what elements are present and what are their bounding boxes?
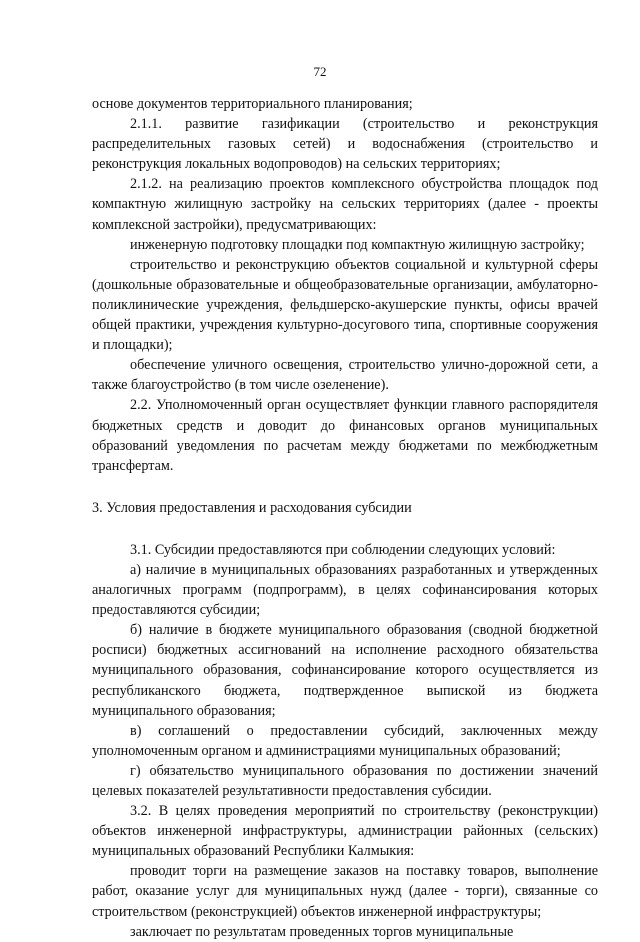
paragraph: заключает по результатам проведенных торгов муниципальные (130, 923, 514, 940)
section-heading: 3. Условия предоставления и расходования субсидии (92, 499, 412, 516)
paragraph: а) наличие в муниципальных образованиях разработанных и утвержденных аналогичных программ (подпрограмм), в целях софинансирования которых предоставляются субсидии; (92, 561, 598, 619)
paragraph: 2.1.2. на реализацию проектов комплексного обустройства площадок под компактную жилищную застройку на сельских территориях (далее - проекты комплексной застройки), предусматривающих: (92, 176, 598, 233)
paragraph: г) обязательство муниципального образования по достижении значений целевых показателей результативности предоставления субсидии. (92, 762, 598, 799)
paragraph: проводит торги на размещение заказов на поставку товаров, выполнение работ, оказание услуг для муниципальных нужд (далее - торги), связанные со строительством (реконструкцией) объектов инженерной инфраструктуры; (92, 863, 598, 920)
paragraph: основе документов территориального планирования; (92, 96, 413, 112)
paragraph: обеспечение уличного освещения, строительство улично-дорожной сети, а также благоустройство (в том числе озеленение). (92, 357, 598, 394)
section-2-continuation (92, 94, 598, 476)
paragraph: 3.1. Субсидии предоставляются при соблюдении следующих условий: (130, 541, 556, 558)
document-body (92, 94, 598, 942)
paragraph: 3.2. В целях проведения мероприятий по строительству (реконструкции) объектов инженерной инфраструктуры, администрации районных (сельских) муниципальных образований Республики Калмыкия: (92, 803, 598, 860)
paragraph: инженерную подготовку площадки под компактную жилищную застройку; (130, 236, 585, 253)
paragraph: в) соглашений о предоставлении субсидий, заключенных между уполномоченным органом и администрациями муниципальных образований; (92, 722, 598, 759)
paragraph: 2.2. Уполномоченный орган осуществляет функции главного распорядителя бюджетных средств и доводит до финансовых органов муниципальных образований уведомления по расчетам между бюджетами по межбюджетным трансфертам. (92, 397, 598, 474)
paragraph: б) наличие в бюджете муниципального образования (сводной бюджетной росписи) бюджетных ассигнований на исполнение расходного обязательства муниципального образования, софинансирование которого осуществляется из республиканского бюджета, подтвержденное выпиской из бюджета муниципального образования; (92, 622, 598, 719)
paragraph: строительство и реконструкцию объектов социальной и культурной сферы (дошкольные образовательные и общеобразовательные организации, амбулаторно-поликлинические учреждения, фельдшерско-акушерские пункты, офисы врачей общей практики, учреждения культурно-досугового типа, спортивные сооружения и площадки); (92, 256, 598, 354)
section-3 (92, 540, 598, 942)
paragraph: 2.1.1. развитие газификации (строительство и реконструкция распределительных газовых сетей) и водоснабжения (строительство и реконструкция локальных водопроводов) на сельских территориях; (92, 116, 598, 173)
page-number: 72 (313, 64, 327, 79)
